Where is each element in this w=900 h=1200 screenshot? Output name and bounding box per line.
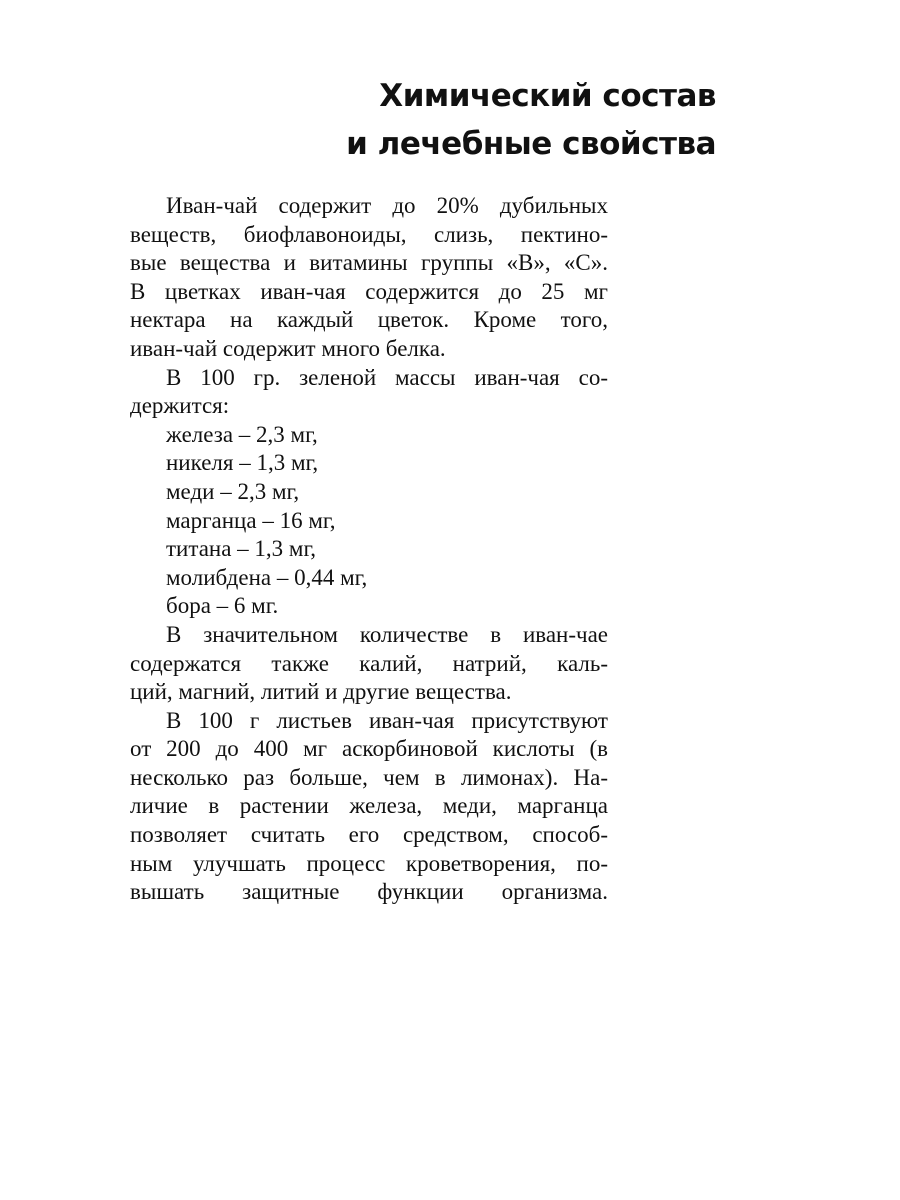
paragraph-green-mass bbox=[130, 364, 608, 421]
mineral-list bbox=[130, 421, 608, 621]
mineral-item: титана – 1,3 мг, bbox=[166, 536, 317, 562]
text-line: личие в растении железа, меди, марганца bbox=[130, 793, 608, 819]
article-body bbox=[130, 192, 608, 907]
text-line: В 100 гр. зеленой массы иван-чая со- bbox=[166, 364, 608, 390]
text-line: от 200 до 400 мг аскорбиновой кислоты (в bbox=[130, 736, 608, 762]
paragraph-other-elements bbox=[130, 621, 608, 707]
text-line: содержатся также калий, натрий, каль- bbox=[130, 650, 608, 676]
text-line: иван-чай содержит много белка. bbox=[130, 335, 446, 361]
mineral-item: никеля – 1,3 мг, bbox=[166, 450, 319, 476]
text-line: держится: bbox=[130, 393, 230, 419]
paragraph-composition bbox=[130, 192, 608, 364]
text-line: Иван-чай содержит до 20% дубильных bbox=[166, 193, 608, 218]
text-line: веществ, биофлавоноиды, слизь, пектино- bbox=[130, 221, 608, 247]
text-line: позволяет считать его средством, способ- bbox=[130, 822, 608, 848]
text-line: нектара на каждый цветок. Кроме того, bbox=[130, 307, 608, 333]
mineral-item: бора – 6 мг. bbox=[166, 593, 279, 619]
text-line: В цветках иван-чая содержится до 25 мг bbox=[130, 278, 608, 304]
text-line: вые вещества и витамины группы «В», «С». bbox=[130, 250, 608, 276]
mineral-item: марганца – 16 мг, bbox=[166, 507, 336, 533]
text-line: вышать защитные функции организма. bbox=[130, 879, 608, 905]
section-heading-line-1: Химический состав bbox=[379, 78, 716, 114]
text-line: В значительном количестве в иван-чае bbox=[166, 621, 608, 647]
section-heading bbox=[346, 72, 716, 168]
mineral-item: меди – 2,3 мг, bbox=[166, 478, 300, 504]
text-line: ций, магний, литий и другие вещества. bbox=[130, 679, 512, 705]
mineral-item: железа – 2,3 мг, bbox=[166, 421, 318, 447]
text-line: несколько раз больше, чем в лимонах). На- bbox=[130, 764, 608, 790]
paragraph-ascorbic-acid bbox=[130, 707, 608, 907]
section-heading-line-2: и лечебные свойства bbox=[346, 126, 716, 162]
text-line: В 100 г листьев иван-чая присутствуют bbox=[166, 707, 608, 733]
mineral-item: молибдена – 0,44 мг, bbox=[166, 564, 368, 590]
text-line: ным улучшать процесс кроветворения, по- bbox=[130, 850, 608, 876]
